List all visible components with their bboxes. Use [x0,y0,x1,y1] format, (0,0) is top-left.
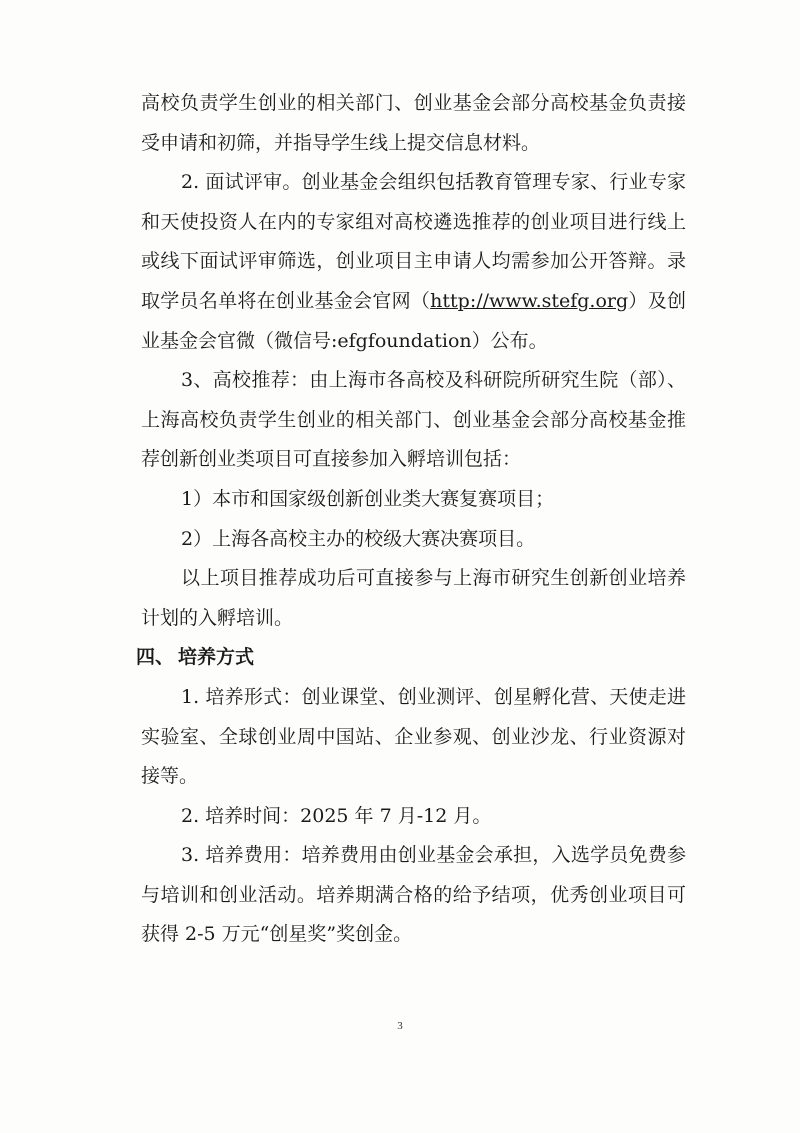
interview-review-text: 2. 面试评审。创业基金会组织包括教育管理专家、行业专家和天使投资人在内的专家组对高校遴选推荐的创业项目进行线上或线下面试评审筛选，创业项目主申请人均需参加公开答辩。录取学员名单将在创业基金会官网（ [141,171,686,312]
section-title: 培养方式 [178,646,255,669]
section-number: 四、 [136,646,175,669]
list-item-national-competition: 1）本市和国家级创新创业类大赛复赛项目； [181,487,555,510]
paragraph-training-cost: 3. 培养费用：培养费用由创业基金会承担，入选学员免费参与培训和创业活动。培养期满合格的给予结项，优秀创业项目可获得 2-5 万元“创星奖”奖创金。 [141,844,686,946]
paragraph-recommendation-outcome: 以上项目推荐成功后可直接参与上海市研究生创新创业培养计划的入孵培训。 [141,567,686,629]
paragraph-training-format: 1. 培养形式：创业课堂、创业测评、创星孵化营、天使走进实验室、全球创业周中国站、企业参观、创业沙龙、行业资源对接等。 [141,685,686,788]
paragraph-application-intake: 高校负责学生创业的相关部门、创业基金会部分高校基金负责接受申请和初筛，并指导学生线上提交信息材料。 [141,92,686,154]
document-body [136,84,686,955]
website-link[interactable]: http://www.stefg.org [430,289,629,312]
page-number: 3 [397,1020,403,1032]
paragraph-interview-review [141,163,686,361]
interview-review-tail: ）及创业基金会官微（微信号:efgfoundation）公布。 [141,289,686,352]
list-item-school-competition: 2）上海各高校主办的校级大赛决赛项目。 [181,527,536,550]
paragraph-university-recommendation: 3、高校推荐：由上海市各高校及科研院所研究生院（部）、上海高校负责学生创业的相关部门、创业基金会部分高校基金推荐创新创业类项目可直接参加入孵培训包括： [141,369,686,471]
section-heading [136,638,686,678]
paragraph-training-time: 2. 培养时间：2025 年 7 月-12 月。 [181,804,492,827]
